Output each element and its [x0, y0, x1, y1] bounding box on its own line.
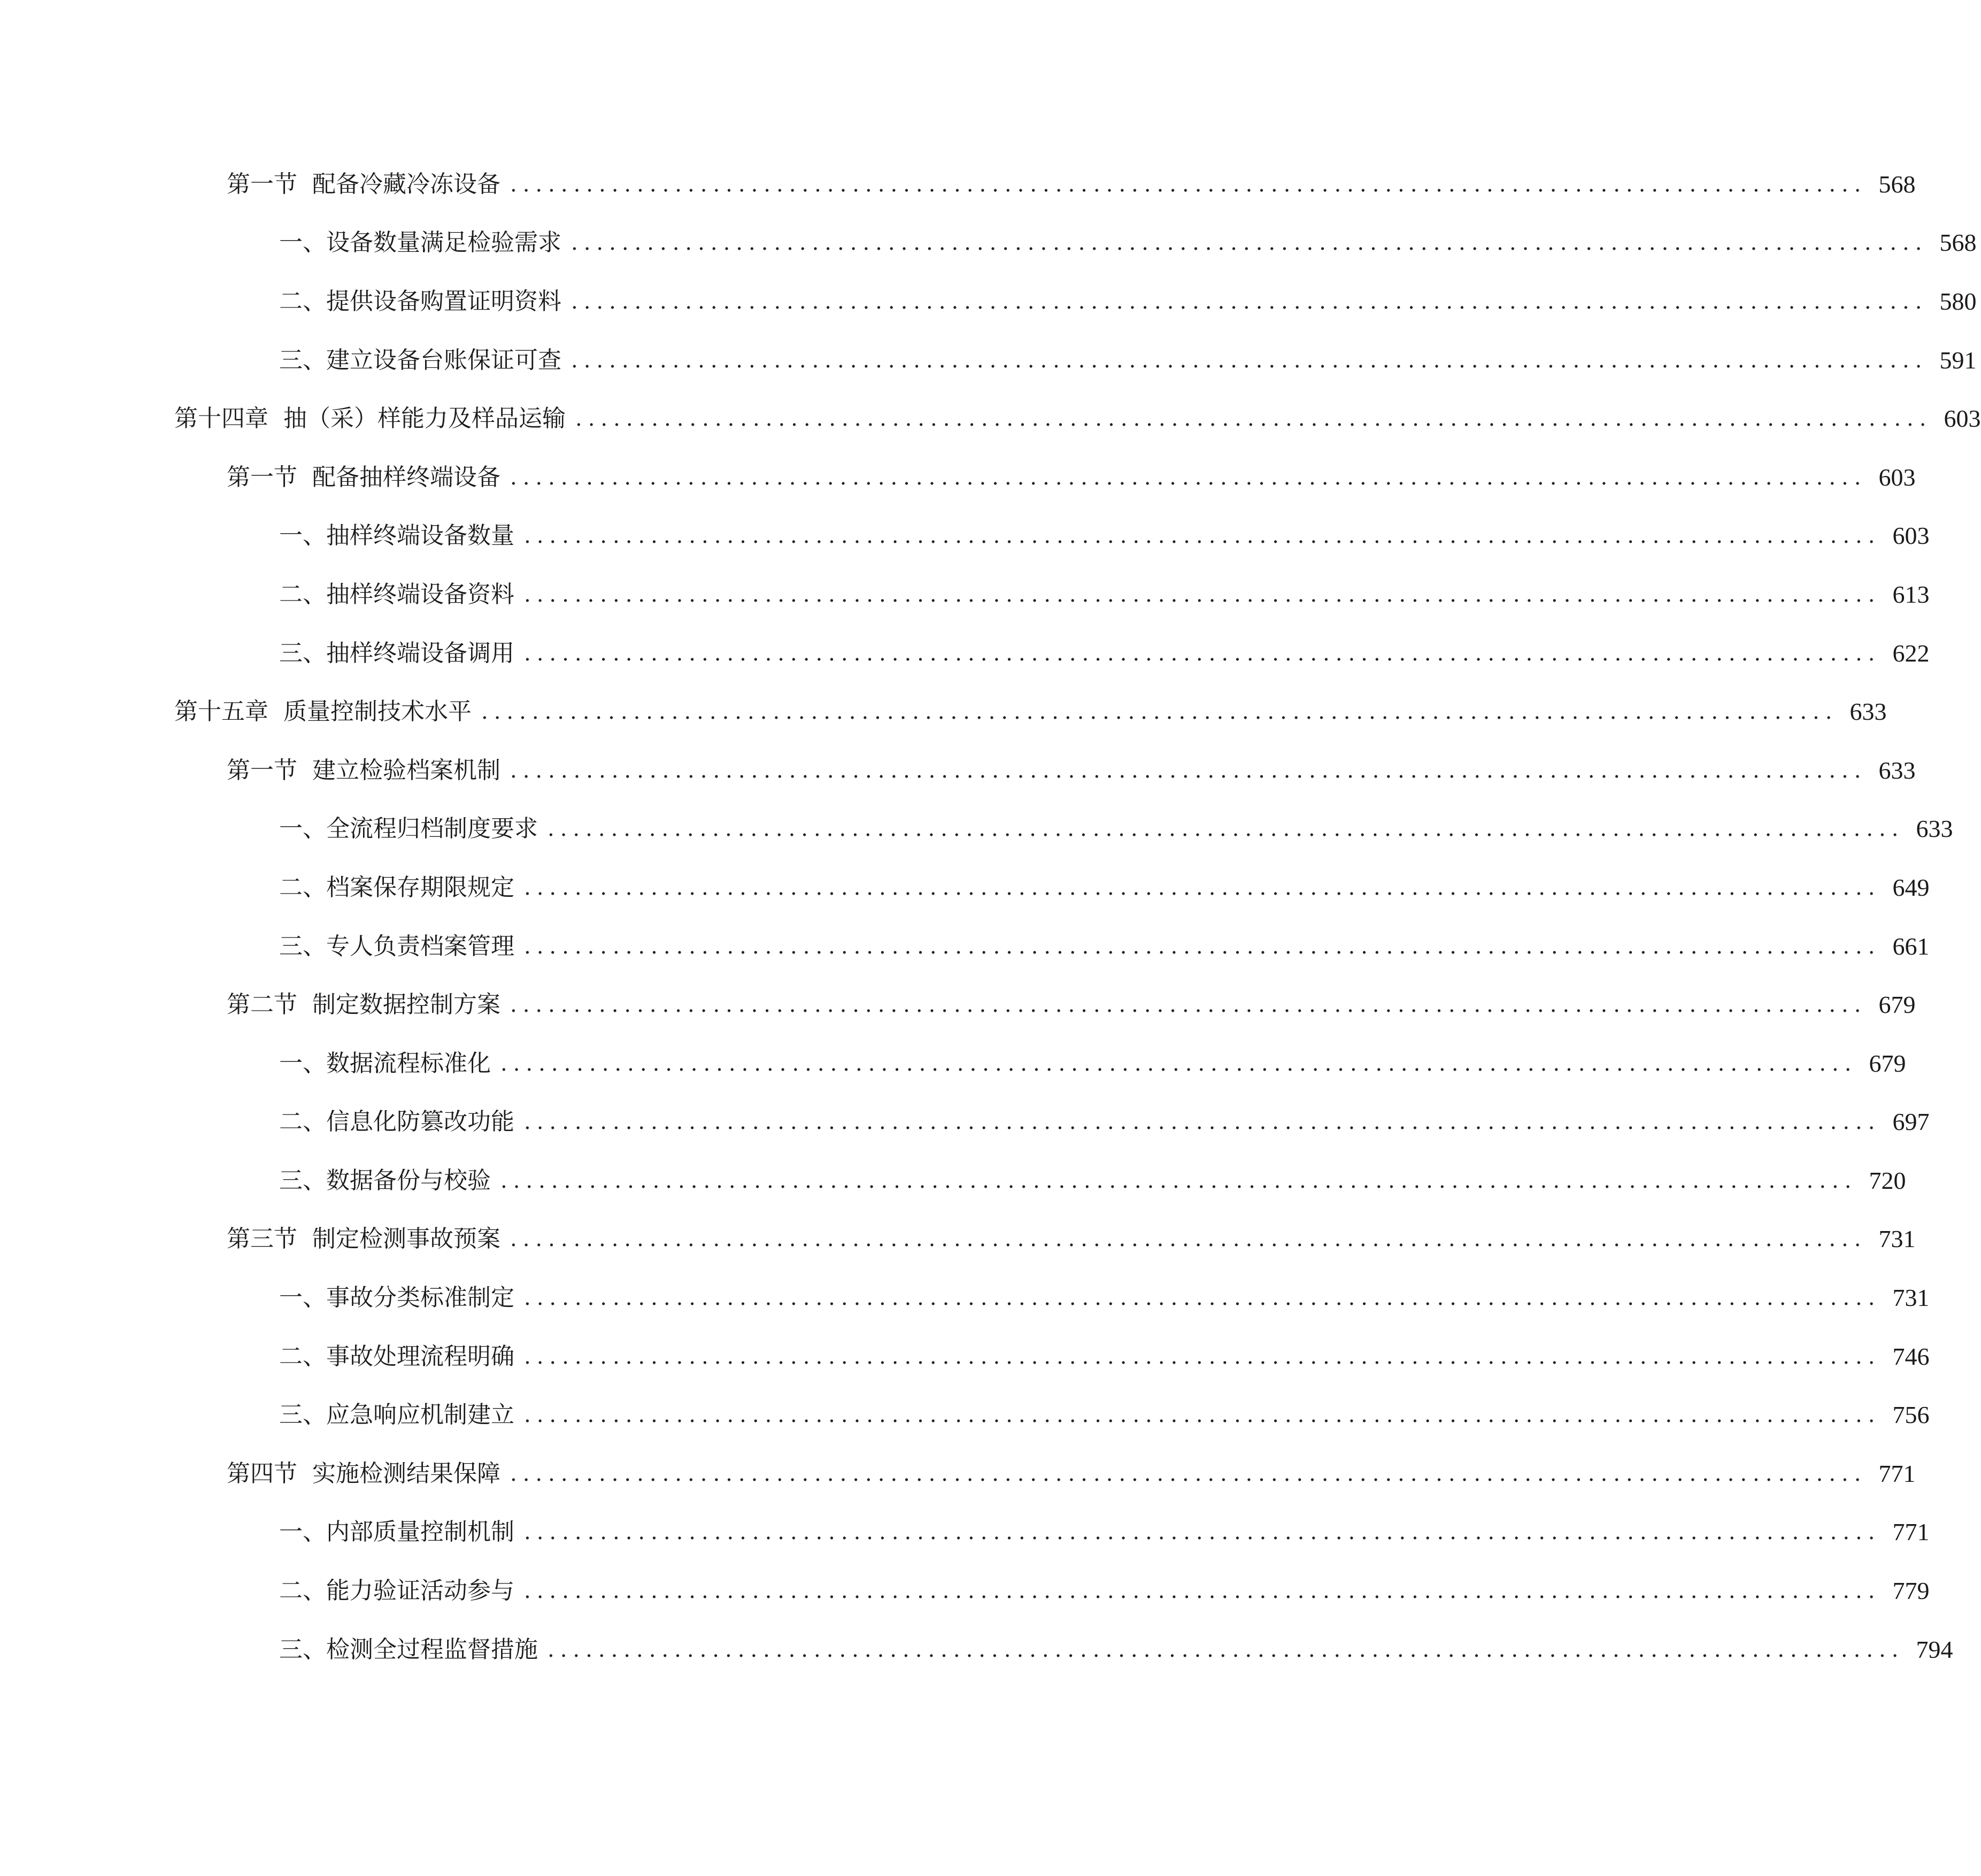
toc-entry-title: 建立检验档案机制 [312, 756, 500, 784]
toc-entry[interactable] [0, 389, 1981, 448]
toc-entry-title: 抽样终端设备调用 [326, 639, 514, 667]
toc-entry-title: 制定检测事故预案 [312, 1225, 500, 1253]
toc-entry-title: 配备冷藏冷冻设备 [312, 170, 500, 198]
toc-dot-leader: ........................................................................................................... [524, 1520, 1881, 1545]
toc-entry-number: 三、 [279, 1166, 326, 1194]
toc-page-number: 756 [1892, 1401, 1930, 1429]
toc-entry[interactable] [0, 565, 1930, 624]
toc-page-number: 633 [1916, 815, 1953, 843]
toc-entry-title: 档案保存期限规定 [326, 873, 514, 901]
toc-page-number: 731 [1878, 1225, 1916, 1253]
toc-entry-number: 三、 [279, 932, 326, 960]
toc-entry-number: 三、 [279, 346, 326, 374]
toc-entry-title: 配备抽样终端设备 [312, 463, 500, 491]
toc-dot-leader: ........................................................................................................... [524, 1403, 1881, 1428]
toc-dot-leader: ........................................................................................................... [510, 1461, 1867, 1486]
toc-entry[interactable] [0, 1093, 1930, 1152]
toc-entry[interactable] [0, 917, 1930, 976]
toc-entry-number: 一、 [279, 522, 326, 550]
toc-dot-leader: ........................................................................................................... [500, 1051, 1857, 1076]
toc-entry[interactable] [0, 1034, 1906, 1093]
toc-entry-title: 信息化防篡改功能 [326, 1108, 514, 1136]
toc-page-number: 779 [1892, 1577, 1930, 1605]
toc-entry-number: 第三节 [227, 1225, 297, 1253]
toc-dot-leader: ........................................................................................................... [481, 699, 1838, 725]
toc-page-number: 603 [1944, 405, 1981, 433]
toc-dot-leader: ........................................................................................................... [524, 582, 1881, 607]
toc-entry[interactable] [0, 682, 1887, 741]
toc-entry[interactable] [0, 1268, 1930, 1327]
toc-entry[interactable] [0, 448, 1916, 507]
toc-dot-leader: ........................................................................................................... [548, 1637, 1905, 1662]
toc-dot-leader: ........................................................................................................... [510, 465, 1867, 490]
toc-page-number: 633 [1878, 756, 1916, 784]
toc-entry-title: 设备数量满足检验需求 [326, 229, 561, 257]
toc-entry[interactable] [0, 214, 1977, 273]
toc-entry[interactable] [0, 741, 1916, 800]
toc-dot-leader: ........................................................................................................... [575, 406, 1932, 432]
toc-page-number: 633 [1849, 698, 1887, 726]
toc-entry-title: 应急响应机制建立 [326, 1401, 514, 1429]
toc-entry-number: 三、 [279, 1401, 326, 1429]
toc-dot-leader: ........................................................................................................... [524, 875, 1881, 900]
toc-entry-number: 一、 [279, 1284, 326, 1312]
toc-entry-title: 能力验证活动参与 [326, 1577, 514, 1605]
toc-dot-leader: ........................................................................................................... [524, 641, 1881, 666]
toc-entry[interactable] [0, 1151, 1906, 1210]
toc-dot-leader: ........................................................................................................... [500, 1168, 1857, 1193]
toc-entry[interactable] [0, 1386, 1930, 1444]
toc-dot-leader: ........................................................................................................... [510, 993, 1867, 1018]
toc-entry[interactable] [0, 155, 1916, 214]
toc-entry-number: 第二节 [227, 991, 297, 1019]
toc-entry[interactable] [0, 624, 1930, 683]
toc-dot-leader: ........................................................................................................... [524, 1110, 1881, 1135]
toc-page-number: 603 [1892, 522, 1930, 550]
toc-page-number: 603 [1878, 463, 1916, 491]
toc-entry-number: 二、 [279, 1342, 326, 1370]
toc-dot-leader: ........................................................................................................... [510, 172, 1867, 197]
toc-dot-leader: ........................................................................................................... [571, 348, 1928, 373]
toc-entry-title: 事故分类标准制定 [326, 1284, 514, 1312]
toc-entry[interactable] [0, 1562, 1930, 1620]
toc-entry[interactable] [0, 800, 1953, 859]
toc-dot-leader: ........................................................................................................... [524, 1579, 1881, 1604]
toc-dot-leader: ........................................................................................................... [510, 1227, 1867, 1252]
toc-entry[interactable] [0, 507, 1930, 566]
toc-dot-leader: ........................................................................................................... [548, 817, 1905, 842]
toc-dot-leader: ........................................................................................................... [524, 1344, 1881, 1369]
toc-entry-number: 二、 [279, 1577, 326, 1605]
toc-page-number: 794 [1916, 1635, 1953, 1663]
toc-page-number: 731 [1892, 1284, 1930, 1312]
toc-entry-number: 第一节 [227, 463, 297, 491]
toc-entry-title: 抽样终端设备数量 [326, 522, 514, 550]
toc-page-number: 613 [1892, 580, 1930, 608]
toc-dot-leader: ........................................................................................................... [524, 1286, 1881, 1311]
toc-entry[interactable] [0, 331, 1977, 390]
toc-entry-title: 检测全过程监督措施 [326, 1635, 538, 1663]
toc-entry[interactable] [0, 858, 1930, 917]
toc-entry-title: 专人负责档案管理 [326, 932, 514, 960]
toc-entry-title: 制定数据控制方案 [312, 991, 500, 1019]
toc-entry-number: 二、 [279, 580, 326, 608]
toc-entry-number: 一、 [279, 229, 326, 257]
toc-page-number: 720 [1869, 1166, 1906, 1194]
toc-dot-leader: ........................................................................................................... [510, 758, 1867, 783]
toc-page-number: 622 [1892, 639, 1930, 667]
toc-entry-title: 实施检测结果保障 [312, 1459, 500, 1487]
toc-page-number: 746 [1892, 1342, 1930, 1370]
toc-entry-number: 一、 [279, 1049, 326, 1077]
toc-page-number: 649 [1892, 873, 1930, 901]
toc-entry[interactable] [0, 1503, 1930, 1562]
toc-page-number: 568 [1878, 170, 1916, 198]
toc-dot-leader: ........................................................................................................... [571, 289, 1928, 314]
toc-entry-number: 二、 [279, 287, 326, 315]
toc-dot-leader: ........................................................................................................... [524, 524, 1881, 549]
toc-page-number: 679 [1869, 1049, 1906, 1077]
toc-page-number: 661 [1892, 932, 1930, 960]
toc-entry-number: 第十四章 [174, 405, 268, 433]
toc-entry-title: 数据备份与校验 [326, 1166, 491, 1194]
toc-entry-number: 第一节 [227, 170, 297, 198]
toc-entry-number: 三、 [279, 1635, 326, 1663]
toc-entry[interactable] [0, 272, 1977, 331]
toc-entry[interactable] [0, 1327, 1930, 1386]
toc-entry-number: 一、 [279, 815, 326, 843]
toc-entry-number: 二、 [279, 1108, 326, 1136]
toc-page-number: 771 [1878, 1459, 1916, 1487]
toc-page-number: 679 [1878, 991, 1916, 1019]
toc-entry-number: 一、 [279, 1518, 326, 1546]
toc-dot-leader: ........................................................................................................... [571, 230, 1928, 256]
toc-entry-title: 全流程归档制度要求 [326, 815, 538, 843]
toc-entry[interactable] [0, 975, 1916, 1034]
toc-entry-number: 第一节 [227, 756, 297, 784]
toc-entry-title: 抽样终端设备资料 [326, 580, 514, 608]
toc-entry[interactable] [0, 1210, 1916, 1269]
toc-entry-title: 数据流程标准化 [326, 1049, 491, 1077]
toc-entry-number: 三、 [279, 639, 326, 667]
toc-page-number: 771 [1892, 1518, 1930, 1546]
toc-dot-leader: ........................................................................................................... [524, 934, 1881, 959]
toc-page-number: 580 [1939, 287, 1977, 315]
toc-page-number: 591 [1939, 346, 1977, 374]
toc-entry[interactable] [0, 1444, 1916, 1503]
toc-entry-title: 内部质量控制机制 [326, 1518, 514, 1546]
toc-entry-title: 建立设备台账保证可查 [326, 346, 561, 374]
toc-entry[interactable] [0, 1620, 1953, 1679]
table-of-contents [0, 155, 1981, 1679]
toc-entry-number: 第十五章 [174, 698, 268, 726]
toc-entry-title: 质量控制技术水平 [283, 698, 472, 726]
toc-entry-number: 第四节 [227, 1459, 297, 1487]
toc-page-number: 697 [1892, 1108, 1930, 1136]
toc-page-number: 568 [1939, 229, 1977, 257]
toc-entry-title: 抽（采）样能力及样品运输 [283, 405, 566, 433]
toc-entry-number: 二、 [279, 873, 326, 901]
toc-entry-title: 事故处理流程明确 [326, 1342, 514, 1370]
toc-entry-title: 提供设备购置证明资料 [326, 287, 561, 315]
